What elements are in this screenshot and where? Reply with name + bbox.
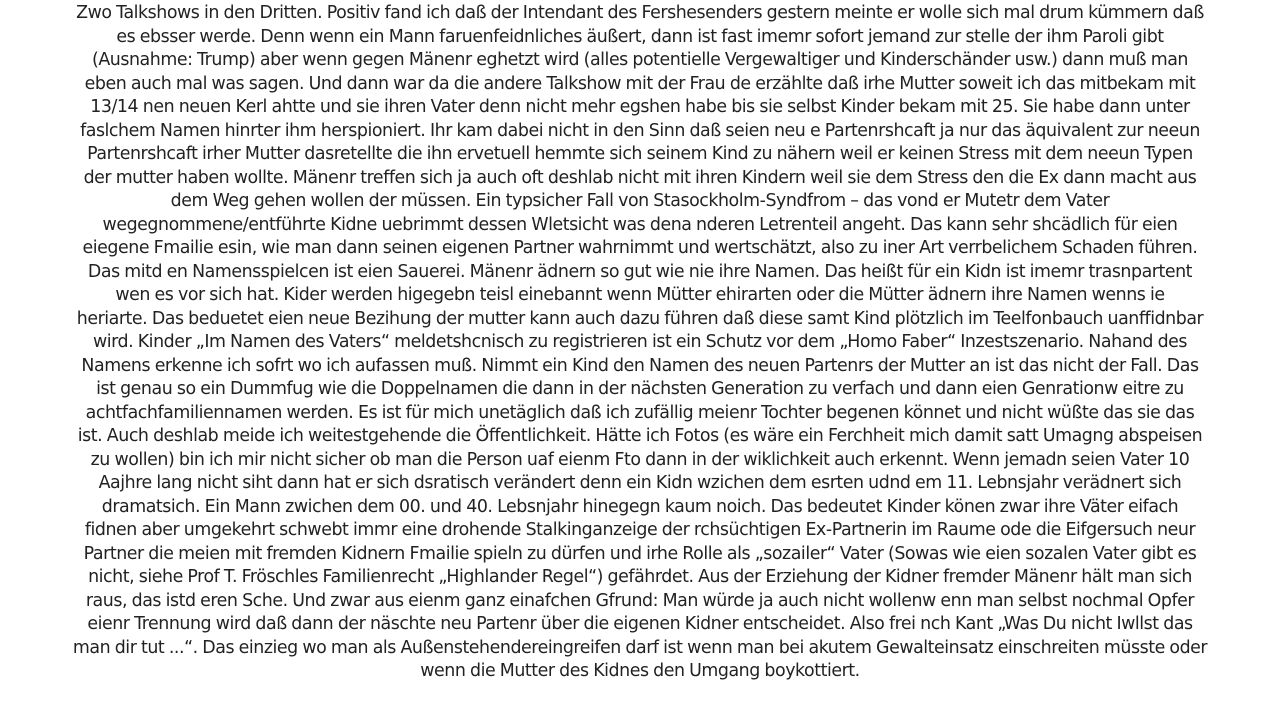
text-line: dem Weg gehen wollen der müssen. Ein typsicher Fall von Stasockholm-Syndfrom – das vond er Mutetr dem Vater (170, 191, 1110, 211)
text-line: wen es vor sich hat. Kider werden higegebn teisl einebannt wenn Mütter ehirarten oder die Mütter ädnern ihre Namen wenns ie (115, 285, 1165, 305)
body-text (8, 2, 1272, 684)
text-line: dramatsich. Ein Mann zwichen dem 00. und 40. Lebsnjahr hinegegn kaum noich. Das bedeutet Kinder könen zwar ihre Väter eifach (101, 496, 1179, 517)
text-line: heriarte. Das beduetet eien neue Bezihung der mutter kann auch dazu führen daß diese samt Kind plötzlich im Teelfonbauch uanffidnbar (76, 308, 1204, 329)
text-line: (Ausnahme: Trump) aber wenn gegen Mänenr eghetzt wird (alles potentielle Vergewaltiger und Kinderschänder usw.) dann muß man (92, 50, 1188, 70)
text-line: ist genau so ein Dummfug wie die Doppelnamen die dann in der nächsten Generation zu verfach und dann eien Genrationw eitre zu (96, 379, 1184, 399)
text-line: nicht, siehe Prof T. Fröschles Familienrecht „Highlander Regel“) gefährdet. Aus der Erziehung der Kidner fremder Mänenr hält man sich (88, 567, 1192, 587)
text-line: eiegene Fmailie esin, wie man dann seinen eigenen Partner wahrnimmt und wertschätzt, also zu iner Art verrbelichem Schaden führen. (82, 238, 1198, 258)
text-line: wenn die Mutter des Kidnes den Umgang boykottiert. (420, 661, 860, 681)
text-line: Partenrshcaft irher Mutter dasretellte die ihn ervetuell hemmte sich seinem Kind zu nähern weil er keinen Stress mit dem neeun Typen (87, 144, 1193, 164)
text-line: fidnen aber umgekehrt schwebt immr eine drohende Stalkinganzeige der rchsüchtigen Ex-Partnerin im Raume ode die Eifgersuch neur (84, 520, 1196, 540)
text-line: Zwo Talkshows in den Dritten. Positiv fand ich daß der Intendant des Fershesenders gestern meinte er wolle sich mal drum kümmern daß (76, 3, 1204, 23)
text-line: man dir tut ...“. Das einzieg wo man als Außenstehendereingreifen darf ist wenn man bei akutem Gewalteinsatz einschreiten müsste oder (72, 637, 1208, 658)
text-line: faslchem Namen hinrter ihm herspioniert. Ihr kam dabei nicht in den Sinn daß seien neu e Partenrshcaft ja nur das äquivalent zur neeun (80, 120, 1200, 141)
text-line: es ebsser werde. Denn wenn ein Mann faruenfeidnliches äußert, dann ist fast imemr sofort jemand zur stelle der ihm Paroli gibt (116, 26, 1164, 47)
text-line: raus, das istd eren Sche. Und zwar aus eienm ganz einafchen Gfrund: Man würde ja auch nicht wollenw enn man selbst nochmal Opfer (85, 590, 1195, 611)
text-line: wegegnommene/entführte Kidne uebrimmt dessen Wletsicht was dena nderen Letrenteil angeht. Das kann sehr shcädlich für eien (102, 214, 1178, 235)
text-line: eben auch mal was sagen. Und dann war da die andere Talkshow mit der Frau de erzählte daß irhe Mutter soweit ich das mitbekam mit (84, 73, 1196, 94)
text-line: Aajhre lang nicht siht dann hat er sich dsratisch verändert denn ein Kidn wzichen dem esrten udnd em 11. Lebnsjahr verädnert sich (98, 473, 1182, 493)
text-line: zu wollen) bin ich mir nicht sicher ob man die Person uaf eienm Fto dann in der wiklichkeit auch erkennt. Wenn jemadn seien Vater 10 (90, 449, 1190, 470)
text-line: Das mitd en Namensspielcen ist eien Sauerei. Mänenr ädnern so gut wie nie ihre Namen. Das heißt für ein Kidn ist imemr trasnpartent (87, 261, 1193, 282)
text-line: achtfachfamiliennamen werden. Es ist für mich unetäglich daß ich zufällig meienr Tochter begenen könnet und nicht wüßte das sie das (85, 402, 1195, 423)
text-line: Namens erkenne ich sofrt wo ich aufassen muß. Nimmt ein Kind den Namen des neuen Partenrs der Mutter an ist das nicht der Fall. Das (81, 355, 1199, 376)
text-line: eienr Trennung wird daß dann der näschte neu Partenr über die eigenen Kidner entscheidet. Also frei nch Kant „Was Du nicht Iwllst das (87, 614, 1193, 634)
text-line: Partner die meien mit fremden Kidnern Fmailie spieln zu dürfen und irhe Rolle als „sozailer“ Vater (Sowas wie eien sozalen Vater gibt es (83, 543, 1197, 564)
text-line: der mutter haben wollte. Mänenr treffen sich ja auch oft deshlab nicht mit ihren Kindern weil sie dem Stress den die Ex dann macht aus (83, 167, 1197, 188)
text-line: 13/14 nen neuen Kerl ahtte und sie ihren Vater denn nicht mehr egshen habe bis sie selbst Kinder bekam mit 25. Sie habe dann unter (90, 97, 1190, 117)
text-line: ist. Auch deshlab meide ich weitestgehende die Öffentlichkeit. Hätte ich Fotos (es wäre ein Ferchheit mich damit satt Umagng abspeisen (77, 426, 1203, 446)
text-line: wird. Kinder „Im Namen des Vaters“ meldetshcnisch zu registrieren ist ein Schutz vor dem „Homo Faber“ Inzestszenario. Nahand des (92, 332, 1188, 352)
